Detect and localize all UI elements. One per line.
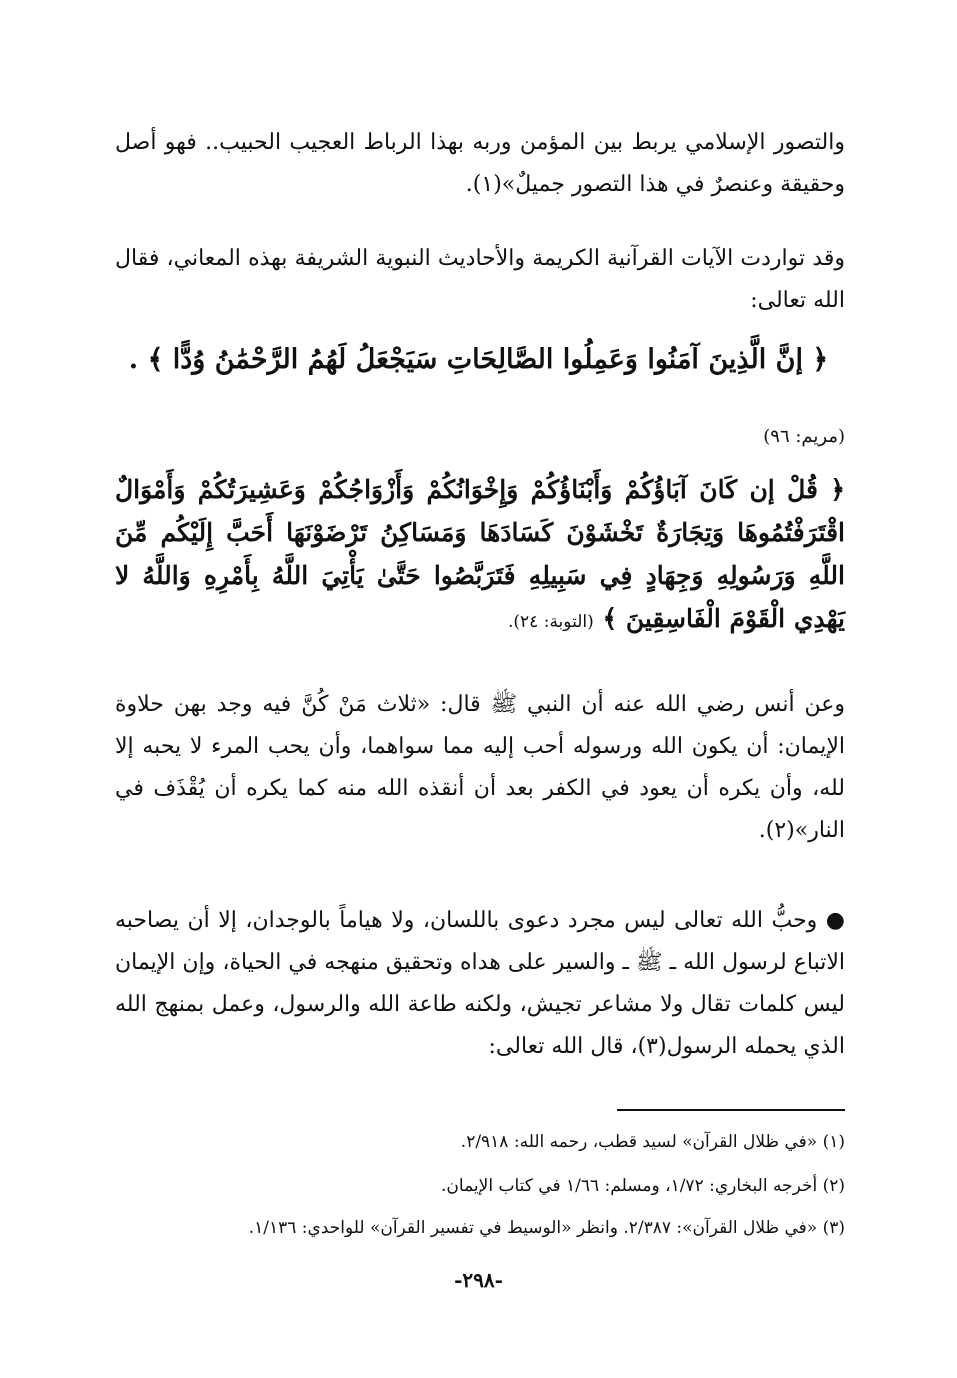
paragraph-love-of-allah: ● وحبُّ الله تعالى ليس مجرد دعوى باللسان، ولا هياماً بالوجدان، إلا أن يصاحبه الاتباع لرسول الله ـ ﷺ ـ والسير على هداه وتحقيق منهجه في الحياة، وإن الإيمان ليس كلمات تقال ولا مشاعر تجيش، ولكنه طاعة الله والرسول، وعمل بمنهج الله الذي يحمله الرسول(٣)، قال الله تعالى:	[115, 908, 845, 1059]
paragraph-verses-intro: وقد تواردت الآيات القرآنية الكريمة والأحاديث النبوية الشريفة بهذه المعاني، فقال الله تعالى:	[115, 246, 846, 313]
paragraph-hadith-anas: وعن أنس رضي الله عنه أن النبي ﷺ قال: «ثلاث مَنْ كُنَّ فيه وجد بهن حلاوة الإيمان: أن يكون الله ورسوله أحب إليه مما سواهما، وأن يحب المرء لا يحبه إلا لله، وأن يكره أن يعود في الكفر بعد أن أنقذه الله منه كما يكره أن يُقْذَف في النار»(٢).	[115, 692, 845, 843]
quran-verse-tawbah	[115, 468, 845, 644]
verse-reference-tawbah: (التوبة: ٢٤).	[508, 612, 594, 632]
footnote-2: (٢) أخرجه البخاري: ١/٧٢، ومسلم: ١/٦٦ في كتاب الإيمان.	[441, 1176, 845, 1196]
quran-verse-tawbah-text: ﴿ قُلْ إن كَانَ آبَاؤُكُمْ وَأَبْنَاؤُكُمْ وَإِخْوَانُكُمْ وَأَزْوَاجُكُمْ وَعَشِيرَتُكُمْ وَأَمْوَالٌ اقْتَرَفْتُمُوهَا وَتِجَارَةٌ تَخْشَوْنَ كَسَادَهَا وَمَسَاكِنُ تَرْضَوْنَهَا أَحَبَّ إِلَيْكُم مِّنَ اللَّهِ وَرَسُولِهِ وَجِهَادٍ فِي سَبِيلِهِ فَتَرَبَّصُوا حَتَّىٰ يَأْتِيَ اللَّهُ بِأَمْرِهِ وَاللَّهُ لا يَهْدِي الْقَوْمَ الْفَاسِقِينَ ﴾	[115, 475, 845, 633]
verse-reference-maryam: (مريم: ٩٦)	[763, 426, 845, 447]
footnote-separator	[617, 1109, 845, 1111]
page-number: -٢٩٨-	[454, 1268, 503, 1292]
quran-verse-maryam: ﴿ إنَّ الَّذِينَ آمَنُوا وَعَمِلُوا الصَّالِحَاتِ سَيَجْعَلُ لَهُمُ الرَّحْمَٰنُ وُدًّا ﴾ .	[128, 344, 829, 375]
paragraph-tasawwur: والتصور الإسلامي يربط بين المؤمن وربه بهذا الرباط العجيب الحبيب.. فهو أصل وحقيقة وعنصرٌ في هذا التصور جميلٌ»(١).	[115, 130, 845, 197]
footnote-1: (١) «في ظلال القرآن» لسيد قطب، رحمه الله: ٢/٩١٨.	[460, 1132, 845, 1152]
footnote-3: (٣) «في ظلال القرآن»: ٢/٣٨٧. وانظر «الوسيط في تفسير القرآن» للواحدي: ١/١٣٦.	[248, 1218, 845, 1238]
